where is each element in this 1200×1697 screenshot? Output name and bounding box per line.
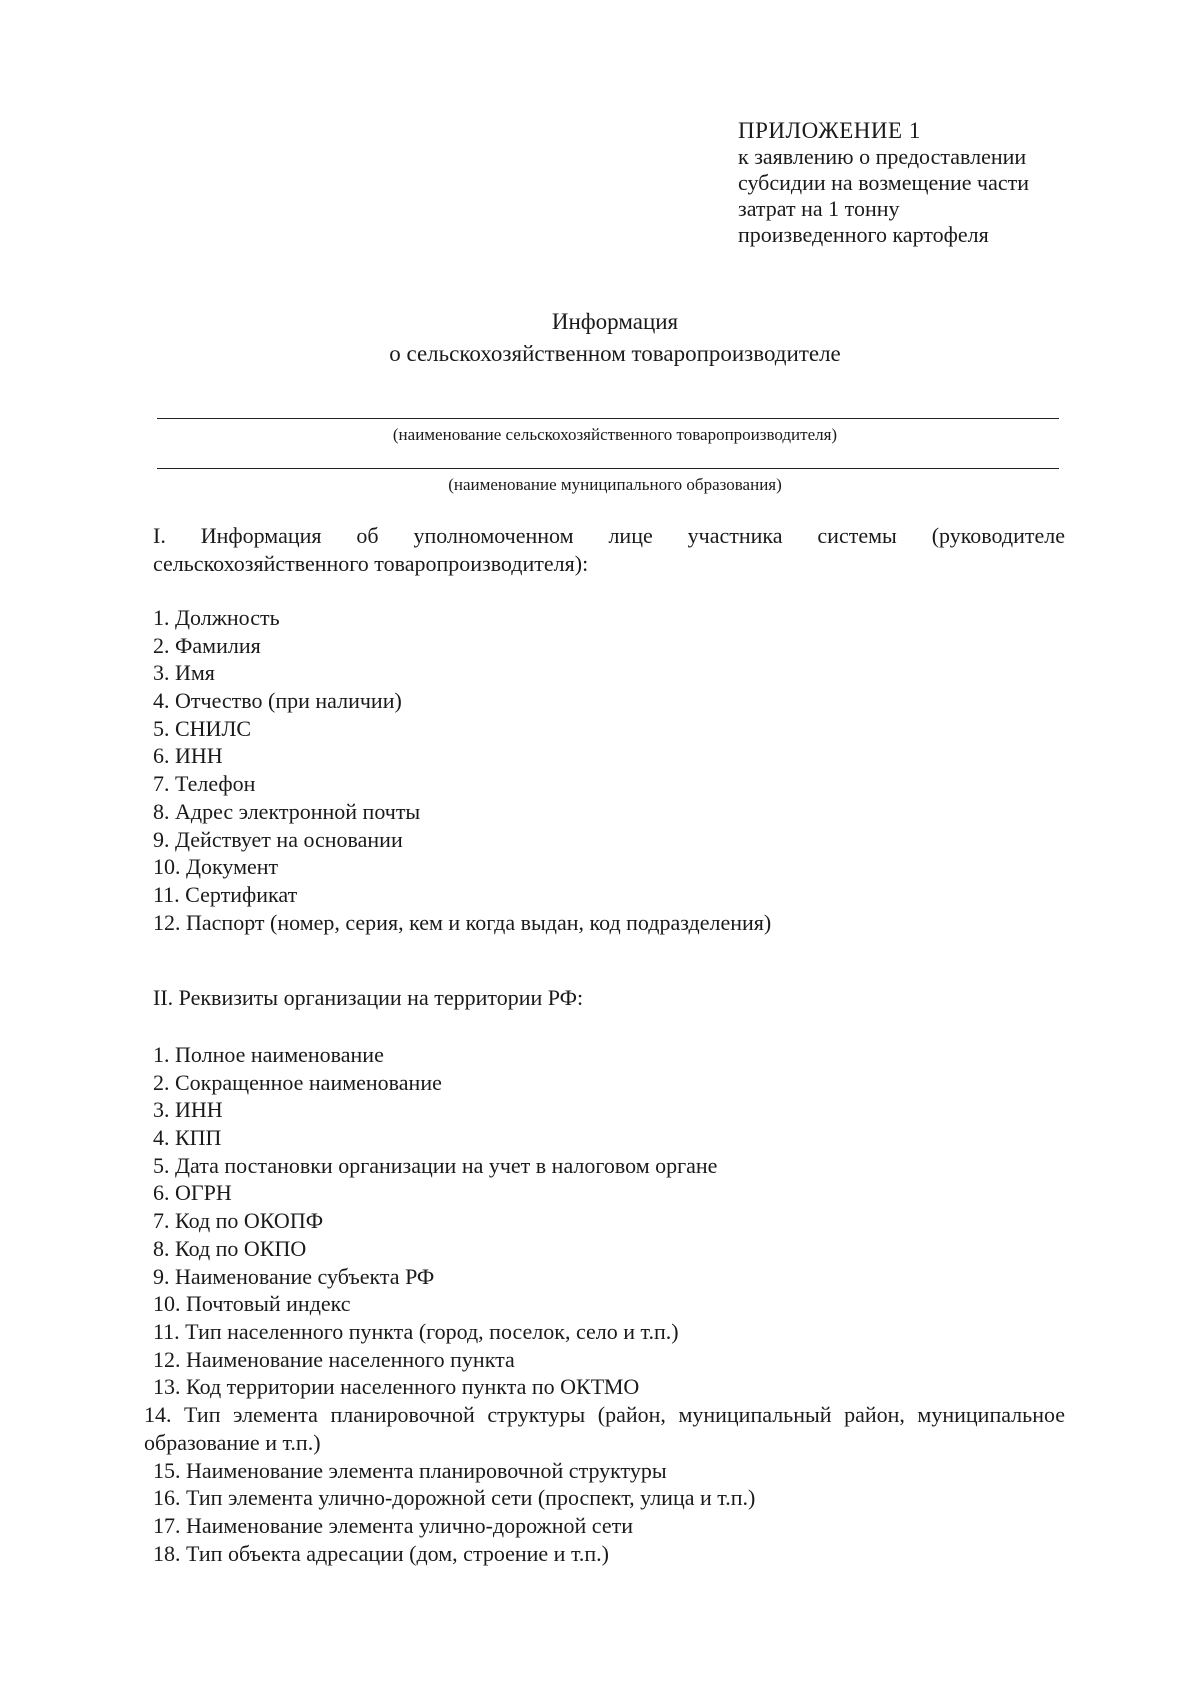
municipality-name-caption: (наименование муниципального образования) [448, 475, 782, 494]
list-item: 12. Наименование населенного пункта [153, 1346, 515, 1372]
appendix-line: произведенного картофеля [738, 222, 989, 247]
list-item: 8. Код по ОКПО [153, 1235, 307, 1261]
appendix-block [738, 118, 1118, 248]
list-item: 3. Имя [153, 660, 215, 686]
municipality-name-line [157, 468, 1059, 469]
list-item: 9. Действует на основании [153, 826, 403, 852]
appendix-line: к заявлению о предоставлении [738, 144, 1027, 169]
list-item: 10. Документ [153, 854, 279, 880]
list-item: 6. ИНН [153, 743, 223, 769]
list-item: 4. КПП [153, 1125, 222, 1151]
appendix-line: субсидии на возмещение части [738, 170, 1029, 195]
list-item: 16. Тип элемента улично-дорожной сети (проспект, улица и т.п.) [153, 1485, 756, 1511]
appendix-heading: ПРИЛОЖЕНИЕ 1 [738, 118, 921, 143]
producer-name-caption: (наименование сельскохозяйственного товаропроизводителя) [392, 425, 838, 444]
list-item: 13. Код территории населенного пункта по ОКТМО [153, 1374, 640, 1400]
list-item: 8. Адрес электронной почты [153, 798, 421, 824]
list-item: 2. Сокращенное наименование [153, 1069, 442, 1095]
list-item: 18. Тип объекта адресации (дом, строение и т.п.) [153, 1540, 610, 1566]
list-item: 5. Дата постановки организации на учет в налоговом органе [153, 1152, 718, 1178]
list-item: 2. Фамилия [153, 632, 261, 658]
list-item: 9. Наименование субъекта РФ [153, 1263, 435, 1289]
list-item: 11. Тип населенного пункта (город, поселок, село и т.п.) [153, 1318, 679, 1344]
list-item: 15. Наименование элемента планировочной структуры [153, 1457, 667, 1483]
list-item: 12. Паспорт (номер, серия, кем и когда выдан, код подразделения) [153, 909, 772, 935]
document-title: Информация [551, 309, 679, 334]
list-item: 7. Телефон [153, 771, 256, 797]
section-1-list [153, 604, 1065, 936]
list-item: 10. Почтовый индекс [153, 1291, 351, 1317]
document-subtitle: о сельскохозяйственном товаропроизводителе [389, 341, 841, 366]
list-item: 11. Сертификат [153, 881, 298, 907]
list-item: 6. ОГРН [153, 1180, 232, 1206]
list-item: 14. Тип элемента планировочной структуры (район, муниципальный район, муниципальное образование и т.п.) [144, 1401, 1065, 1455]
list-item: 3. ИНН [153, 1097, 223, 1123]
list-item: 5. СНИЛС [153, 715, 252, 741]
list-item: 17. Наименование элемента улично-дорожной сети [153, 1513, 633, 1539]
list-item: 4. Отчество (при наличии) [153, 688, 402, 714]
list-item: 1. Должность [153, 605, 280, 630]
section-2-list [144, 1041, 1065, 1567]
producer-name-line [157, 418, 1059, 419]
section-2-title: II. Реквизиты организации на территории РФ: [153, 985, 584, 1010]
section-1-title: I. Информация об уполномоченном лице участника системы (руководителе сельскохозяйственного товаропроизводителя): [153, 523, 1065, 576]
appendix-line: затрат на 1 тонну [738, 196, 900, 221]
list-item: 1. Полное наименование [153, 1042, 384, 1067]
list-item: 7. Код по ОКОПФ [153, 1208, 324, 1234]
